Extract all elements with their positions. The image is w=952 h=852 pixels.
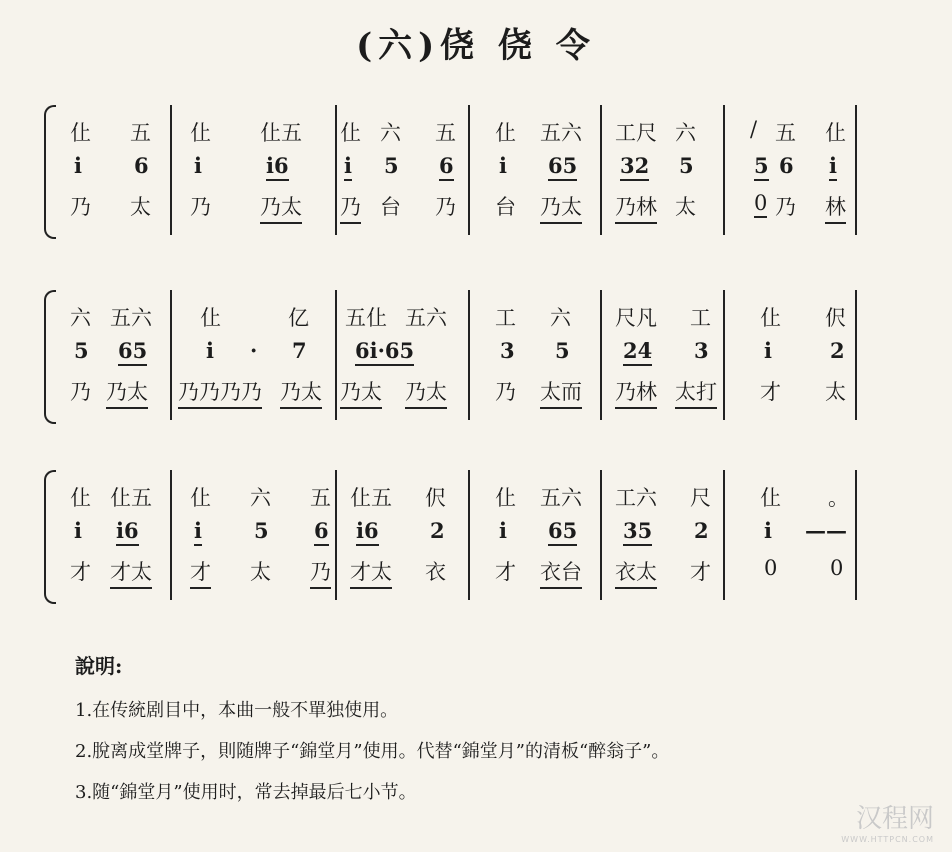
percussion-note: 0 xyxy=(764,556,778,580)
gongche-note: 六 xyxy=(250,486,271,510)
jianpu-note: 3 xyxy=(500,338,515,363)
gongche-note: 仩 xyxy=(190,486,211,510)
percussion-note: 才 xyxy=(190,556,211,589)
percussion-note: 太 xyxy=(250,560,271,584)
gongche-note: 六 xyxy=(675,121,696,145)
gongche-note: 尺 xyxy=(690,486,711,510)
jianpu-note: i xyxy=(344,153,352,181)
gongche-note: 仩 xyxy=(825,121,846,145)
percussion-note: 乃 xyxy=(340,191,361,224)
gongche-note: 五六 xyxy=(540,486,582,510)
gongche-note: 仩 xyxy=(190,121,211,145)
jianpu-note: 5 xyxy=(384,153,399,178)
jianpu-note: 2 xyxy=(830,338,845,363)
jianpu-note: 6 xyxy=(779,153,794,178)
jianpu-note: 5 xyxy=(555,338,570,363)
jianpu-note: —— xyxy=(805,518,847,543)
gongche-note: 工尺 xyxy=(615,121,657,145)
gongche-note: 。 xyxy=(828,486,849,510)
jianpu-row xyxy=(70,153,855,183)
percussion-note: 乃 xyxy=(775,195,796,219)
jianpu-note: i xyxy=(764,518,772,543)
percussion-note: 才 xyxy=(495,560,516,584)
jianpu-note: · xyxy=(250,338,258,363)
score-system-2 xyxy=(40,290,855,420)
percussion-note: 太 xyxy=(675,195,696,219)
percussion-note: 乃太 xyxy=(340,376,382,409)
jianpu-note: 3 xyxy=(694,338,709,363)
percussion-row xyxy=(70,376,855,406)
gongche-note: 仩 xyxy=(760,486,781,510)
percussion-note: 乃太 xyxy=(280,376,322,409)
gongche-note: 五六 xyxy=(405,306,447,330)
system-brace xyxy=(44,290,56,424)
percussion-note: 才 xyxy=(690,560,711,584)
percussion-note: 衣太 xyxy=(615,556,657,589)
gongche-note: 工 xyxy=(495,306,516,330)
jianpu-note: i xyxy=(74,518,82,543)
watermark-main: 汉程网 xyxy=(855,804,934,834)
gongche-note: 五仩 xyxy=(345,306,387,330)
score-system-1 xyxy=(40,105,855,235)
gongche-note: 仩 xyxy=(200,306,221,330)
percussion-note: 才太 xyxy=(110,556,152,589)
jianpu-note: 65 xyxy=(118,338,147,366)
percussion-note: 乃 xyxy=(310,556,331,589)
percussion-note: 台 xyxy=(495,195,516,219)
barline xyxy=(855,105,857,235)
percussion-note: 乃林 xyxy=(615,376,657,409)
percussion-note: 0 xyxy=(754,191,767,218)
jianpu-note: 2 xyxy=(430,518,445,543)
gongche-note: 仩 xyxy=(495,486,516,510)
note-item: 2.脫离成堂牌子，則随牌子“錦堂月”使用。代替“錦堂月”的清板“醉翁子”。 xyxy=(75,741,670,762)
jianpu-note: 5 xyxy=(74,338,89,363)
percussion-note: 衣台 xyxy=(540,556,582,589)
percussion-note: 林 xyxy=(825,191,846,224)
gongche-note: 尺凡 xyxy=(615,306,657,330)
gongche-note: 工六 xyxy=(615,486,657,510)
jianpu-row xyxy=(70,518,855,548)
percussion-row xyxy=(70,191,855,221)
gongche-note: 仩五 xyxy=(110,486,152,510)
percussion-note: 才 xyxy=(760,380,781,404)
barline xyxy=(855,470,857,600)
percussion-note: 乃太 xyxy=(540,191,582,224)
percussion-note: 乃 xyxy=(70,380,91,404)
system-brace xyxy=(44,470,56,604)
score-system-3 xyxy=(40,470,855,600)
jianpu-note: 2 xyxy=(694,518,709,543)
gongche-note: 仩五 xyxy=(260,121,302,145)
gongche-note: 六 xyxy=(380,121,401,145)
gongche-note: 五 xyxy=(775,121,796,145)
jianpu-note: i6 xyxy=(356,518,379,546)
gongche-note: 仩 xyxy=(760,306,781,330)
gongche-note: 亿 xyxy=(288,306,309,330)
gongche-note: 工 xyxy=(690,306,711,330)
jianpu-note: 5 xyxy=(254,518,269,543)
percussion-note: 乃太 xyxy=(405,376,447,409)
jianpu-note: i xyxy=(764,338,772,363)
watermark-sub: WWW.HTTPCN.COM xyxy=(841,835,934,844)
jianpu-note: i xyxy=(829,153,837,181)
percussion-note: 才太 xyxy=(350,556,392,589)
gongche-row xyxy=(70,302,855,332)
gongche-note: 五 xyxy=(435,121,456,145)
jianpu-note: i xyxy=(499,518,507,543)
percussion-note: 台 xyxy=(380,195,401,219)
jianpu-note: 6i·65 xyxy=(355,338,414,366)
percussion-note: 才 xyxy=(70,560,91,584)
gongche-note: 伬 xyxy=(825,306,846,330)
percussion-note: 乃 xyxy=(495,380,516,404)
jianpu-note: 6 xyxy=(439,153,454,181)
percussion-note: 太打 xyxy=(675,376,717,409)
jianpu-note: i xyxy=(194,153,202,178)
gongche-note: 伬 xyxy=(425,486,446,510)
jianpu-row xyxy=(70,338,855,368)
percussion-note: 乃太 xyxy=(260,191,302,224)
percussion-note: 乃林 xyxy=(615,191,657,224)
gongche-row xyxy=(70,117,855,147)
jianpu-note: i6 xyxy=(266,153,289,181)
percussion-row xyxy=(70,556,855,586)
percussion-note: 乃 xyxy=(70,195,91,219)
percussion-note: 乃 xyxy=(190,195,211,219)
notes-heading: 說明: xyxy=(75,654,123,678)
jianpu-note: 5 xyxy=(679,153,694,178)
jianpu-note: 65 xyxy=(548,153,577,181)
jianpu-note: 6 xyxy=(314,518,329,546)
gongche-note: 六 xyxy=(70,306,91,330)
percussion-note: 乃 xyxy=(435,195,456,219)
jianpu-note: 7 xyxy=(292,338,307,363)
percussion-note: 太而 xyxy=(540,376,582,409)
watermark xyxy=(841,798,934,844)
jianpu-note: i xyxy=(499,153,507,178)
percussion-note: 太 xyxy=(825,380,846,404)
gongche-note: 仩 xyxy=(495,121,516,145)
note-item: 1.在传統剧目中，本曲一般不單独使用。 xyxy=(75,700,399,721)
gongche-note: 仩 xyxy=(70,486,91,510)
note-item: 3.随“錦堂月”使用时，常去掉最后七小节。 xyxy=(75,782,417,803)
barline xyxy=(855,290,857,420)
jianpu-note: 6 xyxy=(134,153,149,178)
jianpu-note: 35 xyxy=(623,518,652,546)
percussion-note: 衣 xyxy=(425,560,446,584)
gongche-note: 六 xyxy=(550,306,571,330)
gongche-note: 五六 xyxy=(540,121,582,145)
jianpu-note: 24 xyxy=(623,338,652,366)
gongche-note: 仩 xyxy=(340,121,361,145)
jianpu-note: i xyxy=(194,518,202,546)
notes-section xyxy=(75,650,895,820)
gongche-note: / xyxy=(750,117,758,141)
percussion-note: 乃太 xyxy=(106,376,148,409)
percussion-note: 乃乃乃乃 xyxy=(178,376,262,409)
jianpu-note: 32 xyxy=(620,153,649,181)
gongche-row xyxy=(70,482,855,512)
percussion-note: 0 xyxy=(830,556,844,580)
page-title: (六)侥 侥 令 xyxy=(356,26,596,66)
system-brace xyxy=(44,105,56,239)
gongche-note: 五 xyxy=(130,121,151,145)
percussion-note: 太 xyxy=(130,195,151,219)
jianpu-note: i xyxy=(206,338,214,363)
gongche-note: 仩 xyxy=(70,121,91,145)
jianpu-note: 5 xyxy=(754,153,769,181)
jianpu-note: i xyxy=(74,153,82,178)
gongche-note: 五六 xyxy=(110,306,152,330)
gongche-note: 仩五 xyxy=(350,486,392,510)
jianpu-note: i6 xyxy=(116,518,139,546)
gongche-note: 五 xyxy=(310,486,331,510)
jianpu-note: 65 xyxy=(548,518,577,546)
